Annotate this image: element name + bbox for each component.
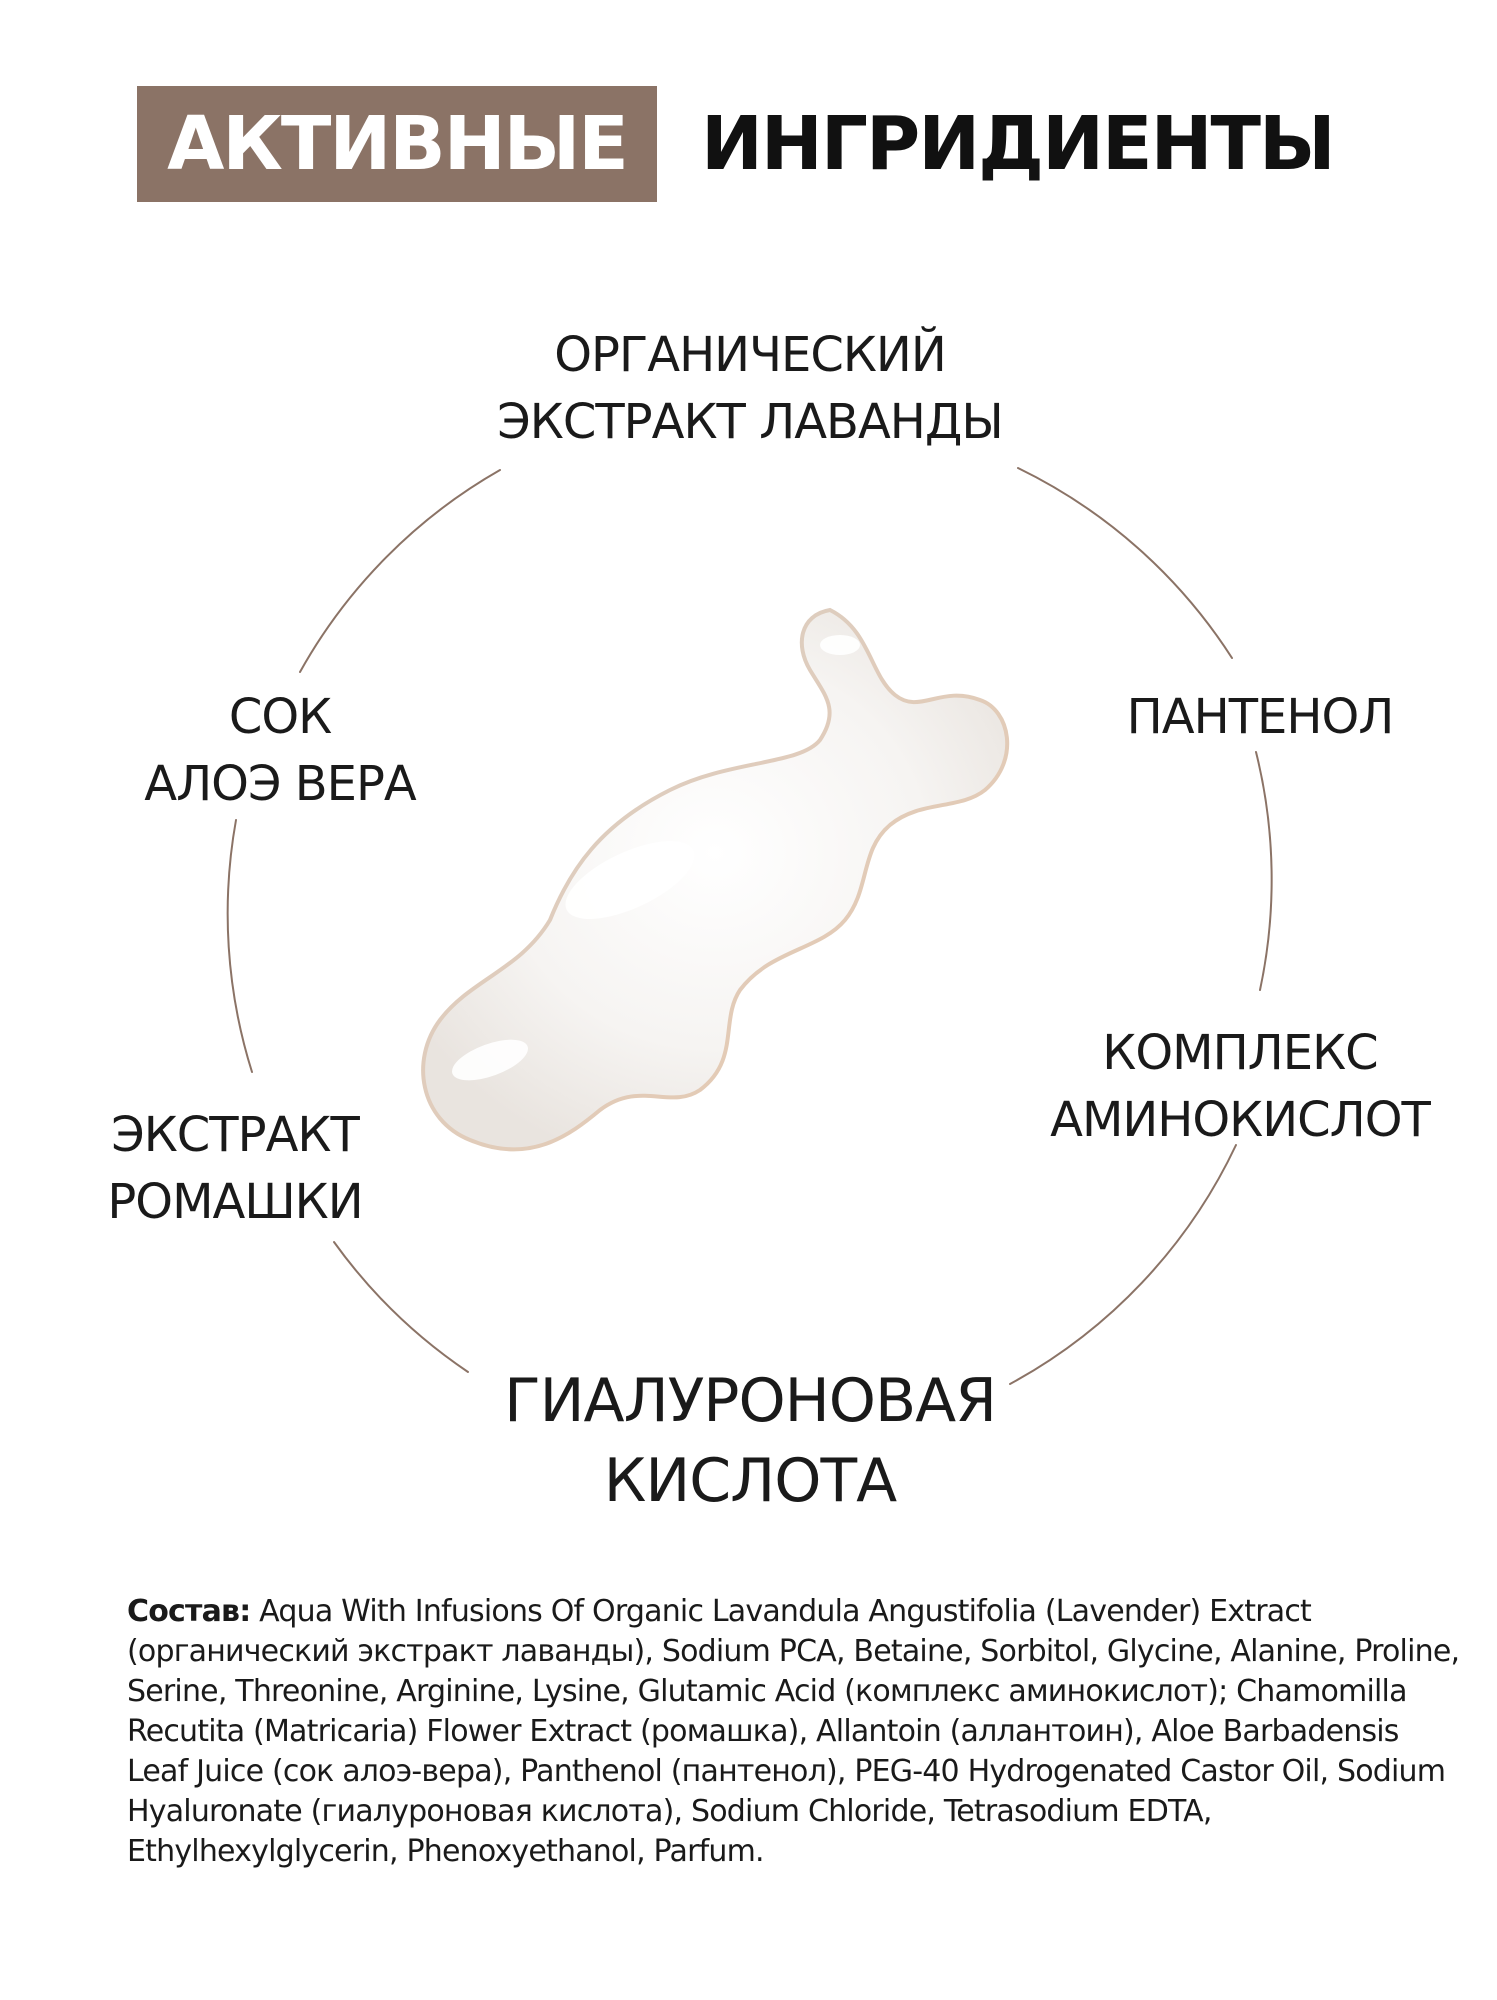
ingredient-amino-acids <box>1030 1020 1450 1154</box>
ingredient-line: АЛОЭ ВЕРА <box>144 756 416 813</box>
title-rest: ИНГРИДИЕНТЫ <box>701 101 1334 187</box>
ring-arc-left <box>228 820 252 1072</box>
ingredient-panthenol <box>1100 684 1420 751</box>
ingredient-aloe <box>100 684 460 818</box>
title-highlight: АКТИВНЫЕ <box>137 86 657 202</box>
ingredient-lavender <box>430 322 1070 456</box>
composition-label: Состав: <box>127 1594 251 1629</box>
composition-text <box>127 1592 1467 1872</box>
gel-drop-icon <box>400 590 1120 1210</box>
ingredient-line: ГИАЛУРОНОВАЯ <box>504 1366 996 1436</box>
page-title <box>137 86 1334 202</box>
ingredient-line: ЭКСТРАКТ <box>111 1107 359 1163</box>
ingredient-line: ЭКСТРАКТ ЛАВАНДЫ <box>497 394 1003 451</box>
ingredient-hyaluronic-acid <box>440 1362 1060 1522</box>
ring-arc-right <box>1256 752 1272 990</box>
ingredient-chamomile <box>70 1102 400 1236</box>
ingredient-line: СОК <box>228 689 332 745</box>
ingredient-line: АМИНОКИСЛОТ <box>1050 1092 1430 1149</box>
composition-body: Aqua With Infusions Of Organic Lavandula Angustifolia (Lavender) Extract (органический экстракт лаванды), Sodium PCA, Betaine, Sorbitol, Glycine, Alanine, Proline, Serine, Threonine, Arginine, Lysine, Glutamic Acid (комплекс аминокислот); Chamomilla Recutita (Matricaria) Flower Extract (ромашка), Allantoin (аллантоин), Aloe Barbadensis Leaf Juice (сок алоэ-вера), Panthenol (пантенол), PEG-40 Hydrogenated Castor Oil, Sodium Hyaluronate (гиалуроновая кислота), Sodium Chloride, Tetrasodium EDTA, Ethylhexylglycerin, Phenoxyethanol, Parfum. <box>127 1594 1460 1869</box>
ingredient-line: КИСЛОТА <box>603 1445 897 1516</box>
ingredient-line: ОРГАНИЧЕСКИЙ <box>554 327 946 383</box>
ring-arc-bottom-left <box>334 1242 468 1372</box>
ingredient-line: РОМАШКИ <box>107 1174 363 1231</box>
ingredient-line: ПАНТЕНОЛ <box>1126 689 1394 745</box>
ingredient-line: КОМПЛЕКС <box>1102 1025 1378 1081</box>
